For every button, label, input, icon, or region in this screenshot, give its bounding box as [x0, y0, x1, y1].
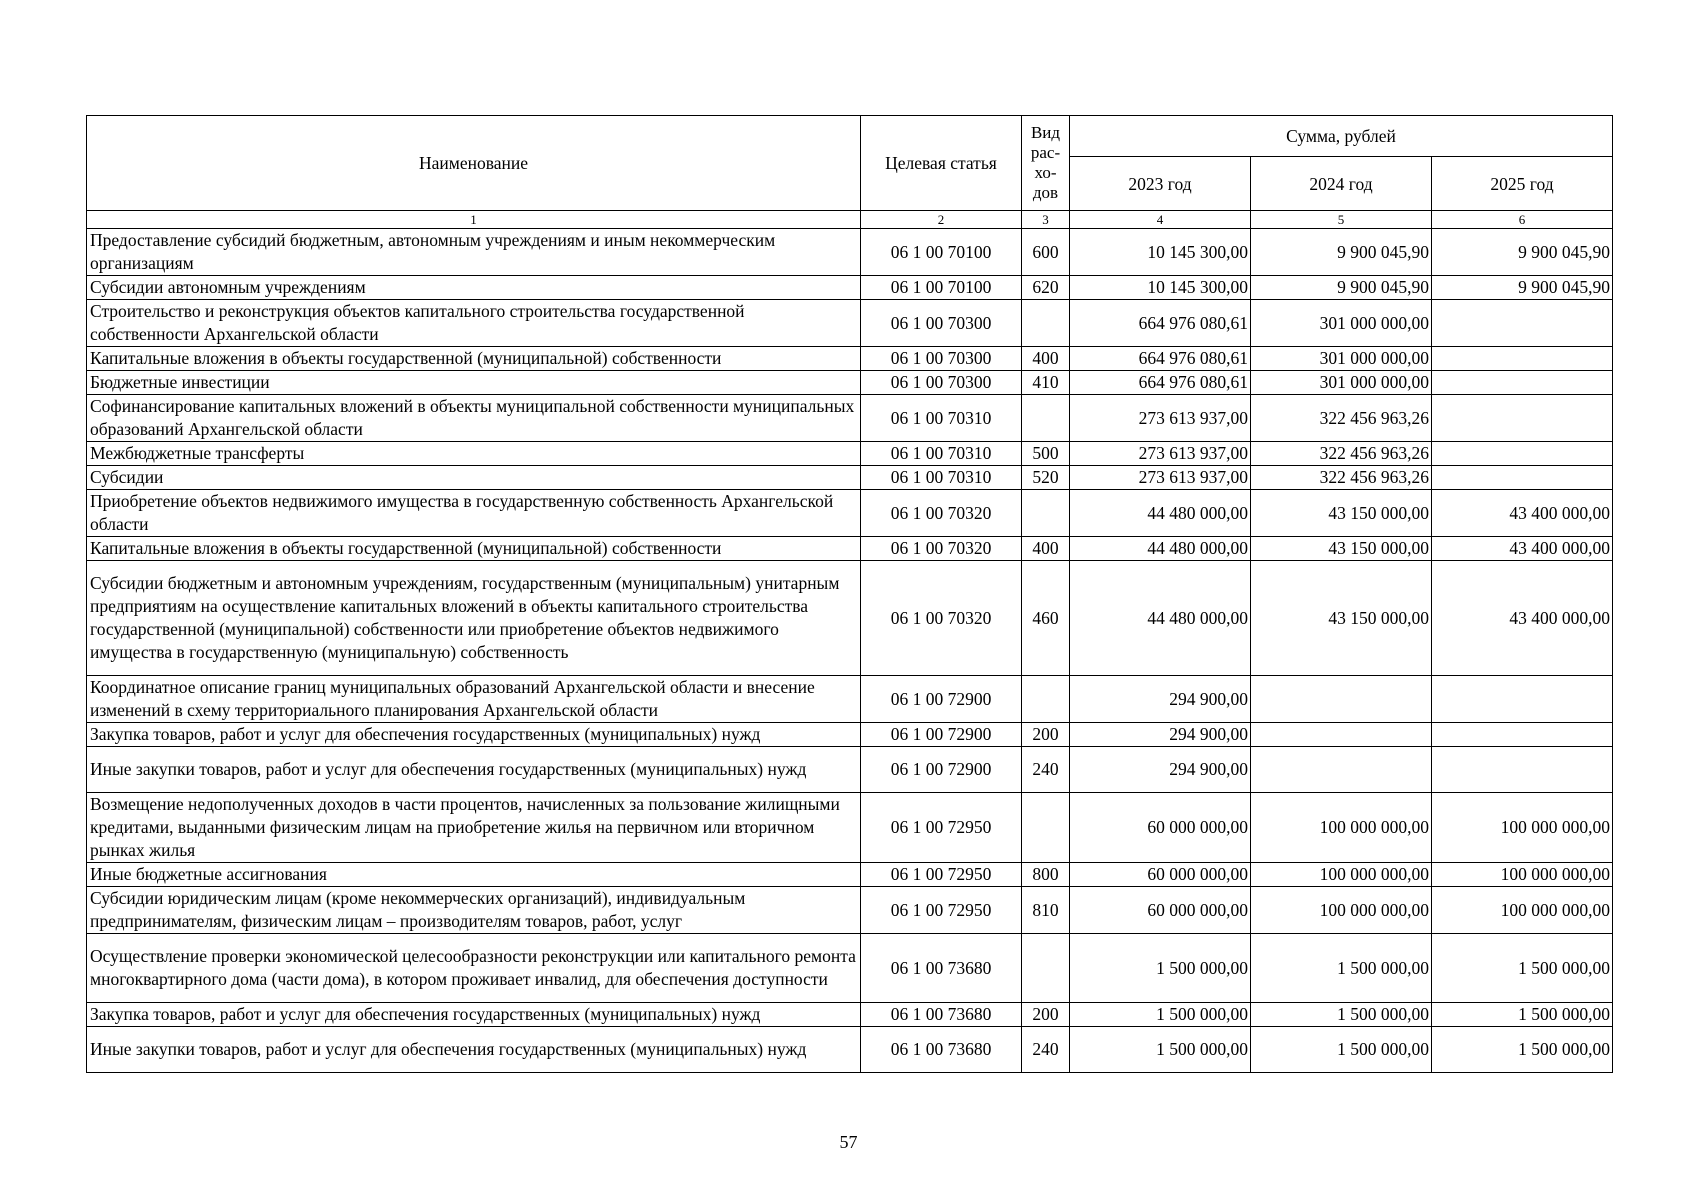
- header-target-article: Целевая статья: [861, 116, 1022, 211]
- row-target-article: 06 1 00 70300: [861, 300, 1022, 347]
- row-sum-2024: [1251, 676, 1432, 723]
- column-number: 4: [1070, 211, 1251, 229]
- row-sum-2025: [1432, 676, 1613, 723]
- row-sum-2024: 301 000 000,00: [1251, 347, 1432, 371]
- row-sum-2023: 60 000 000,00: [1070, 887, 1251, 934]
- row-name: Иные закупки товаров, работ и услуг для обеспечения государственных (муниципальных) нужд: [87, 1027, 861, 1073]
- row-expense-type: 600: [1022, 229, 1070, 276]
- header-year-2023: 2023 год: [1070, 157, 1251, 211]
- column-number: 2: [861, 211, 1022, 229]
- row-name: Осуществление проверки экономической целесообразности реконструкции или капитального ремонта многоквартирного дома (части дома), в котором проживает инвалид, для обеспечения доступности: [87, 934, 861, 1003]
- row-sum-2023: 60 000 000,00: [1070, 793, 1251, 863]
- table-row: [87, 371, 1613, 395]
- row-sum-2024: 322 456 963,26: [1251, 395, 1432, 442]
- row-target-article: 06 1 00 70320: [861, 561, 1022, 676]
- row-sum-2023: 10 145 300,00: [1070, 276, 1251, 300]
- row-expense-type: [1022, 300, 1070, 347]
- row-sum-2025: 43 400 000,00: [1432, 537, 1613, 561]
- row-target-article: 06 1 00 70300: [861, 371, 1022, 395]
- row-name: Закупка товаров, работ и услуг для обеспечения государственных (муниципальных) нужд: [87, 1003, 861, 1027]
- row-target-article: 06 1 00 70320: [861, 490, 1022, 537]
- table-row: [87, 934, 1613, 1003]
- table-row: [87, 347, 1613, 371]
- row-sum-2023: 273 613 937,00: [1070, 442, 1251, 466]
- row-expense-type: 800: [1022, 863, 1070, 887]
- row-name: Капитальные вложения в объекты государственной (муниципальной) собственности: [87, 347, 861, 371]
- row-target-article: 06 1 00 73680: [861, 1003, 1022, 1027]
- row-target-article: 06 1 00 73680: [861, 934, 1022, 1003]
- row-expense-type: [1022, 934, 1070, 1003]
- table-row: [87, 561, 1613, 676]
- table-row: [87, 395, 1613, 442]
- row-expense-type: [1022, 676, 1070, 723]
- column-number: 1: [87, 211, 861, 229]
- row-sum-2024: 100 000 000,00: [1251, 887, 1432, 934]
- table-row: [87, 723, 1613, 747]
- row-expense-type: 400: [1022, 347, 1070, 371]
- row-target-article: 06 1 00 70310: [861, 466, 1022, 490]
- row-target-article: 06 1 00 72950: [861, 887, 1022, 934]
- row-sum-2025: [1432, 747, 1613, 793]
- row-target-article: 06 1 00 70310: [861, 442, 1022, 466]
- row-sum-2024: 322 456 963,26: [1251, 466, 1432, 490]
- row-sum-2023: 60 000 000,00: [1070, 863, 1251, 887]
- row-name: Межбюджетные трансферты: [87, 442, 861, 466]
- row-expense-type: 410: [1022, 371, 1070, 395]
- table-body: [87, 211, 1613, 1073]
- row-expense-type: 240: [1022, 747, 1070, 793]
- row-sum-2025: [1432, 347, 1613, 371]
- row-expense-type: 200: [1022, 1003, 1070, 1027]
- row-name: Возмещение недополученных доходов в части процентов, начисленных за пользование жилищными кредитами, выданными физическим лицам на приобретение жилья на первичном или вторичном рынках жилья: [87, 793, 861, 863]
- table-row: [87, 300, 1613, 347]
- row-sum-2025: 43 400 000,00: [1432, 490, 1613, 537]
- row-sum-2025: 100 000 000,00: [1432, 793, 1613, 863]
- row-expense-type: [1022, 490, 1070, 537]
- table-row: [87, 793, 1613, 863]
- row-sum-2023: 273 613 937,00: [1070, 395, 1251, 442]
- row-sum-2025: 100 000 000,00: [1432, 887, 1613, 934]
- row-sum-2024: 301 000 000,00: [1251, 300, 1432, 347]
- row-sum-2025: 9 900 045,90: [1432, 229, 1613, 276]
- column-number: 6: [1432, 211, 1613, 229]
- row-target-article: 06 1 00 70100: [861, 276, 1022, 300]
- row-target-article: 06 1 00 70310: [861, 395, 1022, 442]
- table-row: [87, 276, 1613, 300]
- table-row: [87, 863, 1613, 887]
- row-sum-2023: 44 480 000,00: [1070, 561, 1251, 676]
- header-year-2025: 2025 год: [1432, 157, 1613, 211]
- header-name: Наименование: [87, 116, 861, 211]
- row-name: Субсидии бюджетным и автономным учреждениям, государственным (муниципальным) унитарным предприятиям на осуществление капитальных вложений в объекты капитального строительства государственной (муниципальной) собственности или приобретение объектов недвижимого имущества в государственную (муниципальную) собственность: [87, 561, 861, 676]
- row-sum-2024: 1 500 000,00: [1251, 1027, 1432, 1073]
- row-sum-2025: [1432, 442, 1613, 466]
- row-target-article: 06 1 00 72950: [861, 863, 1022, 887]
- row-sum-2025: 1 500 000,00: [1432, 934, 1613, 1003]
- table-row: [87, 490, 1613, 537]
- row-name: Предоставление субсидий бюджетным, автономным учреждениям и иным некоммерческим организациям: [87, 229, 861, 276]
- row-target-article: 06 1 00 72900: [861, 747, 1022, 793]
- row-target-article: 06 1 00 70300: [861, 347, 1022, 371]
- row-name: Иные бюджетные ассигнования: [87, 863, 861, 887]
- row-target-article: 06 1 00 73680: [861, 1027, 1022, 1073]
- header-expense-type: Вид рас-хо-дов: [1022, 116, 1070, 211]
- row-expense-type: 520: [1022, 466, 1070, 490]
- table-row: [87, 747, 1613, 793]
- row-expense-type: [1022, 395, 1070, 442]
- row-sum-2023: 1 500 000,00: [1070, 934, 1251, 1003]
- page-number: 57: [839, 1132, 858, 1152]
- column-numbers-row: [87, 211, 1613, 229]
- row-name: Субсидии юридическим лицам (кроме некоммерческих организаций), индивидуальным предпринимателям, физическим лицам – производителям товаров, работ, услуг: [87, 887, 861, 934]
- row-expense-type: 400: [1022, 537, 1070, 561]
- row-target-article: 06 1 00 72950: [861, 793, 1022, 863]
- row-sum-2025: 9 900 045,90: [1432, 276, 1613, 300]
- row-sum-2023: 10 145 300,00: [1070, 229, 1251, 276]
- row-sum-2024: 43 150 000,00: [1251, 490, 1432, 537]
- header-year-2024: 2024 год: [1251, 157, 1432, 211]
- row-expense-type: 500: [1022, 442, 1070, 466]
- row-target-article: 06 1 00 70100: [861, 229, 1022, 276]
- row-name: Бюджетные инвестиции: [87, 371, 861, 395]
- row-sum-2025: [1432, 371, 1613, 395]
- row-sum-2023: 273 613 937,00: [1070, 466, 1251, 490]
- row-target-article: 06 1 00 70320: [861, 537, 1022, 561]
- row-sum-2025: 43 400 000,00: [1432, 561, 1613, 676]
- column-number: 3: [1022, 211, 1070, 229]
- row-sum-2023: 294 900,00: [1070, 676, 1251, 723]
- row-sum-2023: 44 480 000,00: [1070, 490, 1251, 537]
- row-sum-2024: 43 150 000,00: [1251, 537, 1432, 561]
- table-row: [87, 229, 1613, 276]
- table-row: [87, 676, 1613, 723]
- budget-table: [86, 115, 1613, 1073]
- table-row: [87, 887, 1613, 934]
- row-name: Иные закупки товаров, работ и услуг для обеспечения государственных (муниципальных) нужд: [87, 747, 861, 793]
- row-sum-2024: 9 900 045,90: [1251, 276, 1432, 300]
- table-row: [87, 466, 1613, 490]
- row-sum-2023: 1 500 000,00: [1070, 1027, 1251, 1073]
- row-sum-2025: 100 000 000,00: [1432, 863, 1613, 887]
- row-sum-2024: 9 900 045,90: [1251, 229, 1432, 276]
- row-sum-2023: 664 976 080,61: [1070, 347, 1251, 371]
- table-row: [87, 1003, 1613, 1027]
- row-target-article: 06 1 00 72900: [861, 676, 1022, 723]
- header-sum: Сумма, рублей: [1070, 116, 1613, 157]
- row-target-article: 06 1 00 72900: [861, 723, 1022, 747]
- row-expense-type: 240: [1022, 1027, 1070, 1073]
- row-expense-type: 620: [1022, 276, 1070, 300]
- row-name: Капитальные вложения в объекты государственной (муниципальной) собственности: [87, 537, 861, 561]
- row-sum-2024: 301 000 000,00: [1251, 371, 1432, 395]
- row-sum-2023: 294 900,00: [1070, 747, 1251, 793]
- row-name: Закупка товаров, работ и услуг для обеспечения государственных (муниципальных) нужд: [87, 723, 861, 747]
- row-expense-type: 200: [1022, 723, 1070, 747]
- row-name: Софинансирование капитальных вложений в объекты муниципальной собственности муниципальных образований Архангельской области: [87, 395, 861, 442]
- column-number: 5: [1251, 211, 1432, 229]
- row-sum-2024: 1 500 000,00: [1251, 1003, 1432, 1027]
- row-sum-2024: [1251, 747, 1432, 793]
- table-row: [87, 537, 1613, 561]
- row-expense-type: [1022, 793, 1070, 863]
- row-sum-2025: 1 500 000,00: [1432, 1027, 1613, 1073]
- row-sum-2025: [1432, 723, 1613, 747]
- row-sum-2024: 322 456 963,26: [1251, 442, 1432, 466]
- row-name: Субсидии автономным учреждениям: [87, 276, 861, 300]
- row-sum-2024: 100 000 000,00: [1251, 793, 1432, 863]
- row-sum-2025: [1432, 466, 1613, 490]
- row-name: Приобретение объектов недвижимого имущества в государственную собственность Архангельской области: [87, 490, 861, 537]
- row-sum-2023: 44 480 000,00: [1070, 537, 1251, 561]
- table-row: [87, 1027, 1613, 1073]
- row-sum-2024: 43 150 000,00: [1251, 561, 1432, 676]
- row-sum-2024: 1 500 000,00: [1251, 934, 1432, 1003]
- row-sum-2023: 1 500 000,00: [1070, 1003, 1251, 1027]
- row-sum-2025: [1432, 395, 1613, 442]
- row-name: Координатное описание границ муниципальных образований Архангельской области и внесение изменений в схему территориального планирования Архангельской области: [87, 676, 861, 723]
- row-expense-type: 460: [1022, 561, 1070, 676]
- row-sum-2023: 664 976 080,61: [1070, 371, 1251, 395]
- row-sum-2023: 664 976 080,61: [1070, 300, 1251, 347]
- row-sum-2024: 100 000 000,00: [1251, 863, 1432, 887]
- row-expense-type: 810: [1022, 887, 1070, 934]
- row-sum-2024: [1251, 723, 1432, 747]
- row-sum-2025: [1432, 300, 1613, 347]
- row-sum-2023: 294 900,00: [1070, 723, 1251, 747]
- table-row: [87, 442, 1613, 466]
- row-name: Субсидии: [87, 466, 861, 490]
- row-sum-2025: 1 500 000,00: [1432, 1003, 1613, 1027]
- row-name: Строительство и реконструкция объектов капитального строительства государственной собственности Архангельской области: [87, 300, 861, 347]
